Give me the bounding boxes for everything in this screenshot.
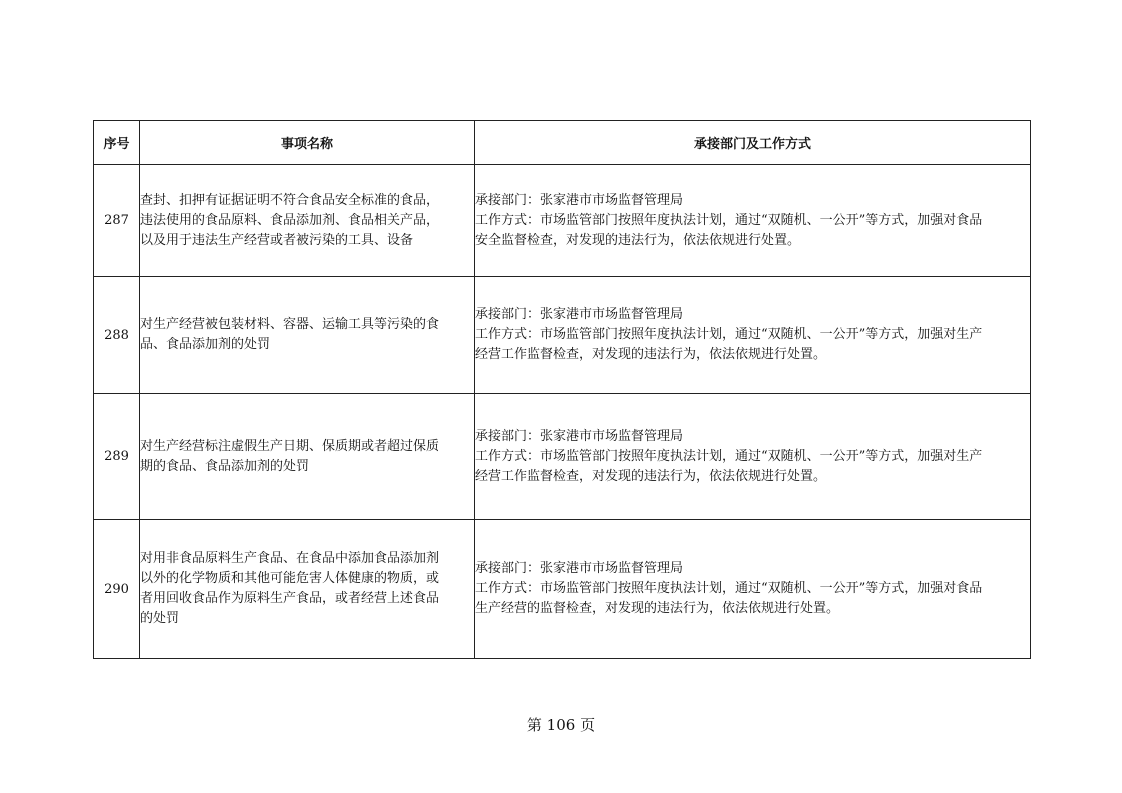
row-department-method	[475, 277, 1031, 394]
item-name-line: 的处罚	[140, 611, 180, 626]
header-department-method: 承接部门及工作方式	[475, 121, 1031, 165]
method-line: 经营工作监督检查，对发现的违法行为，依法依规进行处置。	[475, 468, 827, 484]
table-row	[94, 165, 1031, 277]
row-item-name	[140, 165, 475, 277]
row-serial: 288	[94, 277, 140, 394]
method-line: 工作方式：市场监管部门按照年度执法计划，通过“双随机、一公开”等方式，加强对生产	[475, 327, 983, 342]
row-item-name	[140, 277, 475, 394]
header-serial: 序号	[94, 121, 140, 165]
item-name-line: 对生产经营被包装材料、容器、运输工具等污染的食	[140, 317, 440, 332]
method-line: 生产经营的监督检查，对发现的违法行为，依法依规进行处置。	[475, 601, 840, 616]
method-line: 工作方式：市场监管部门按照年度执法计划，通过“双随机、一公开”等方式，加强对生产	[475, 448, 983, 464]
row-item-name	[140, 394, 475, 520]
row-item-name	[140, 520, 475, 659]
row-department-method	[475, 394, 1031, 520]
method-line: 工作方式：市场监管部门按照年度执法计划，通过“双随机、一公开”等方式，加强对食品	[475, 212, 983, 228]
item-name-line: 违法使用的食品原料、食品添加剂、食品相关产品，	[140, 212, 440, 228]
row-serial: 287	[94, 165, 140, 277]
method-line: 经营工作监督检查，对发现的违法行为，依法依规进行处置。	[475, 347, 827, 362]
item-name-line: 以及用于违法生产经营或者被污染的工具、设备	[140, 232, 414, 248]
item-name-line: 对用非食品原料生产食品、在食品中添加食品添加剂	[140, 551, 440, 566]
row-department-method	[475, 165, 1031, 277]
department-line: 承接部门：张家港市市场监督管理局	[475, 428, 684, 444]
page-number: 第 106 页	[526, 716, 596, 734]
table-row	[94, 277, 1031, 394]
item-name-line: 以外的化学物质和其他可能危害人体健康的物质，或	[140, 571, 440, 586]
table-row	[94, 520, 1031, 659]
department-line: 承接部门：张家港市市场监督管理局	[475, 192, 684, 208]
row-department-method	[475, 520, 1031, 659]
item-name-line: 查封、扣押有证据证明不符合食品安全标准的食品，	[140, 192, 440, 208]
table-header-row	[94, 121, 1031, 165]
item-name-line: 者用回收食品作为原料生产食品，或者经营上述食品	[140, 591, 440, 606]
item-name-line: 期的食品、食品添加剂的处罚	[140, 458, 310, 474]
item-name-line: 品、食品添加剂的处罚	[140, 337, 271, 352]
row-serial: 290	[94, 520, 140, 659]
department-line: 承接部门：张家港市市场监督管理局	[475, 561, 684, 576]
item-name-line: 对生产经营标注虚假生产日期、保质期或者超过保质	[140, 438, 440, 454]
matters-table	[93, 120, 1031, 659]
method-line: 安全监督检查，对发现的违法行为，依法依规进行处置。	[475, 232, 801, 248]
row-serial: 289	[94, 394, 140, 520]
method-line: 工作方式：市场监管部门按照年度执法计划，通过“双随机、一公开”等方式，加强对食品	[475, 581, 983, 596]
header-item-name: 事项名称	[140, 121, 475, 165]
department-line: 承接部门：张家港市市场监督管理局	[475, 307, 684, 322]
table-row	[94, 394, 1031, 520]
